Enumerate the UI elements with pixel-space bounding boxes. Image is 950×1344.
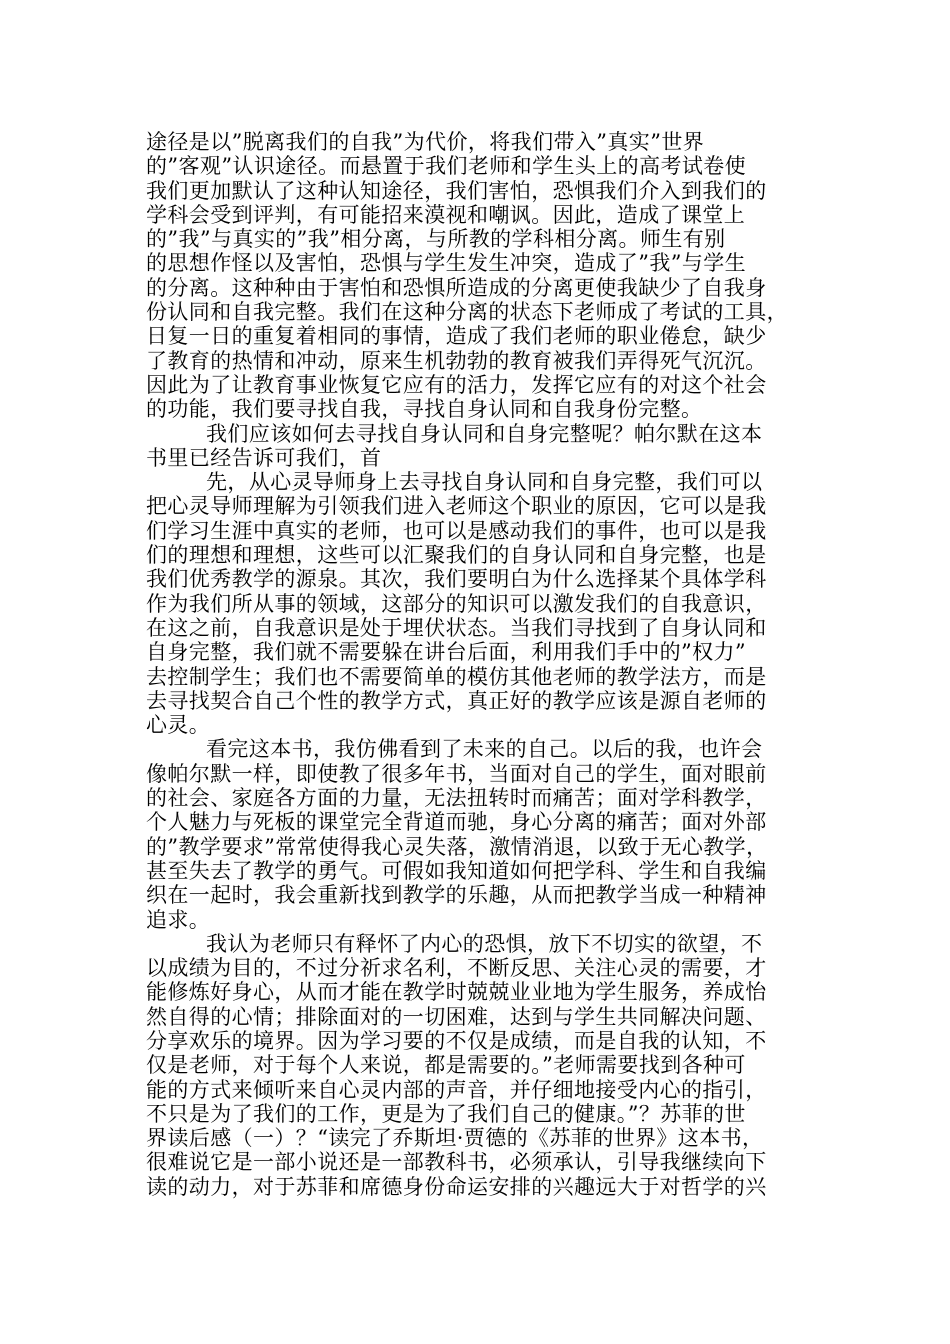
text-line: 的”我”与真实的”我”相分离，与所教的学科相分离。师生有别 <box>146 227 726 252</box>
text-line: 去寻找契合自己个性的教学方式，真正好的教学应该是源自老师的 <box>146 688 767 713</box>
text-line: 分享欢乐的境界。因为学习要的不仅是成绩，而是自我的认知，不 <box>146 1028 767 1053</box>
text-line: 自身完整，我们就不需要躲在讲台后面，利用我们手中的”权力” <box>146 640 747 665</box>
text-line: 的功能，我们要寻找自我，寻找自身认同和自我身份完整。 <box>146 397 703 422</box>
text-line: 份认同和自我完整。我们在这种分离的状态下老师成了考试的工具， <box>146 300 788 325</box>
text-line: 日复一日的重复着相同的事情，造成了我们老师的职业倦怠，缺少 <box>146 324 767 349</box>
text-line: 能修炼好身心，从而才能在教学时兢兢业业地为学生服务，养成怡 <box>146 980 767 1005</box>
text-line: 以成绩为目的，不过分祈求名利，不断反思、关注心灵的需要，才 <box>146 956 767 981</box>
text-line: 个人魅力与死板的课堂完全背道而驰，身心分离的痛苦；面对外部 <box>146 810 767 835</box>
text-line: 的社会、家庭各方面的力量，无法扭转时而痛苦；面对学科教学， <box>146 786 767 811</box>
text-line: 我们优秀教学的源泉。其次，我们要明白为什么选择某个具体学科 <box>146 567 767 592</box>
text-line: 作为我们所从事的领域，这部分的知识可以激发我们的自我意识， <box>146 591 767 616</box>
text-line: 我们应该如何去寻找自身认同和自身完整呢？帕尔默在这本 <box>206 421 763 446</box>
text-line: 能的方式来倾听来自心灵内部的声音，并仔细地接受内心的指引， <box>146 1077 767 1102</box>
text-line: 像帕尔默一样，即使教了很多年书，当面对自己的学生，面对眼前 <box>146 761 767 786</box>
text-line: 途径是以”脱离我们的自我”为代价，将我们带入”真实”世界 <box>146 130 705 154</box>
text-line: 心灵。 <box>146 713 211 738</box>
text-line: 的分离。这种种由于害怕和恐惧所造成的分离更使我缺少了自我身 <box>146 275 767 300</box>
text-line: 看完这本书，我仿佛看到了未来的自己。以后的我，也许会 <box>206 737 763 762</box>
text-line: 们学习生涯中真实的老师，也可以是感动我们的事件，也可以是我 <box>146 518 767 543</box>
text-line: 读的动力，对于苏菲和席德身份命运安排的兴趣远大于对哲学的兴 <box>146 1174 767 1199</box>
body-text <box>146 130 806 1199</box>
text-line: 去控制学生；我们也不需要简单的模仿其他老师的教学法方，而是 <box>146 664 767 689</box>
text-line: 的”教学要求”常常使得我心灵失落，激情消退，以致于无心教学， <box>146 834 768 859</box>
text-line: 我认为老师只有释怀了内心的恐惧，放下不切实的欲望，不 <box>206 931 763 956</box>
text-line: 们的理想和理想，这些可以汇聚我们的自身认同和自身完整，也是 <box>146 543 767 568</box>
text-line: 因此为了让教育事业恢复它应有的活力，发挥它应有的对这个社会 <box>146 372 767 397</box>
text-line: 然自得的心情；排除面对的一切困难，达到与学生共同解决问题、 <box>146 1004 767 1029</box>
text-line: 追求。 <box>146 907 211 932</box>
text-line: 甚至失去了教学的勇气。可假如我知道如何把学科、学生和自我编 <box>146 858 767 883</box>
text-line: 书里已经告诉可我们，首 <box>146 445 382 470</box>
text-line: 界读后感（一）？“读完了乔斯坦·贾德的《苏菲的世界》这本书， <box>146 1126 764 1151</box>
text-line: 织在一起时，我会重新找到教学的乐趣，从而把教学当成一种精神 <box>146 883 767 908</box>
text-line: 的”客观”认识途径。而悬置于我们老师和学生头上的高考试卷使 <box>146 154 747 179</box>
text-line: 仅是老师，对于每个人来说，都是需要的。”老师需要找到各种可 <box>146 1053 746 1078</box>
text-line: 的思想作怪以及害怕，恐惧与学生发生冲突，造成了”我”与学生 <box>146 251 747 276</box>
text-line: 在这之前，自我意识是处于埋伏状态。当我们寻找到了自身认同和 <box>146 615 767 640</box>
text-line: 学科会受到评判，有可能招来漠视和嘲讽。因此，造成了课堂上 <box>146 202 746 227</box>
text-line: 不只是为了我们的工作，更是为了我们自己的健康。”？苏菲的世 <box>146 1101 746 1126</box>
text-line: 很难说它是一部小说还是一部教科书，必须承认，引导我继续向下 <box>146 1150 767 1175</box>
text-line: 了教育的热情和冲动，原来生机勃勃的教育被我们弄得死气沉沉。 <box>146 348 767 373</box>
text-line: 把心灵导师理解为引领我们进入老师这个职业的原因，它可以是我 <box>146 494 767 519</box>
text-line: 先，从心灵导师身上去寻找自身认同和自身完整，我们可以 <box>206 470 763 495</box>
text-line: 我们更加默认了这种认知途径，我们害怕，恐惧我们介入到我们的 <box>146 178 767 203</box>
